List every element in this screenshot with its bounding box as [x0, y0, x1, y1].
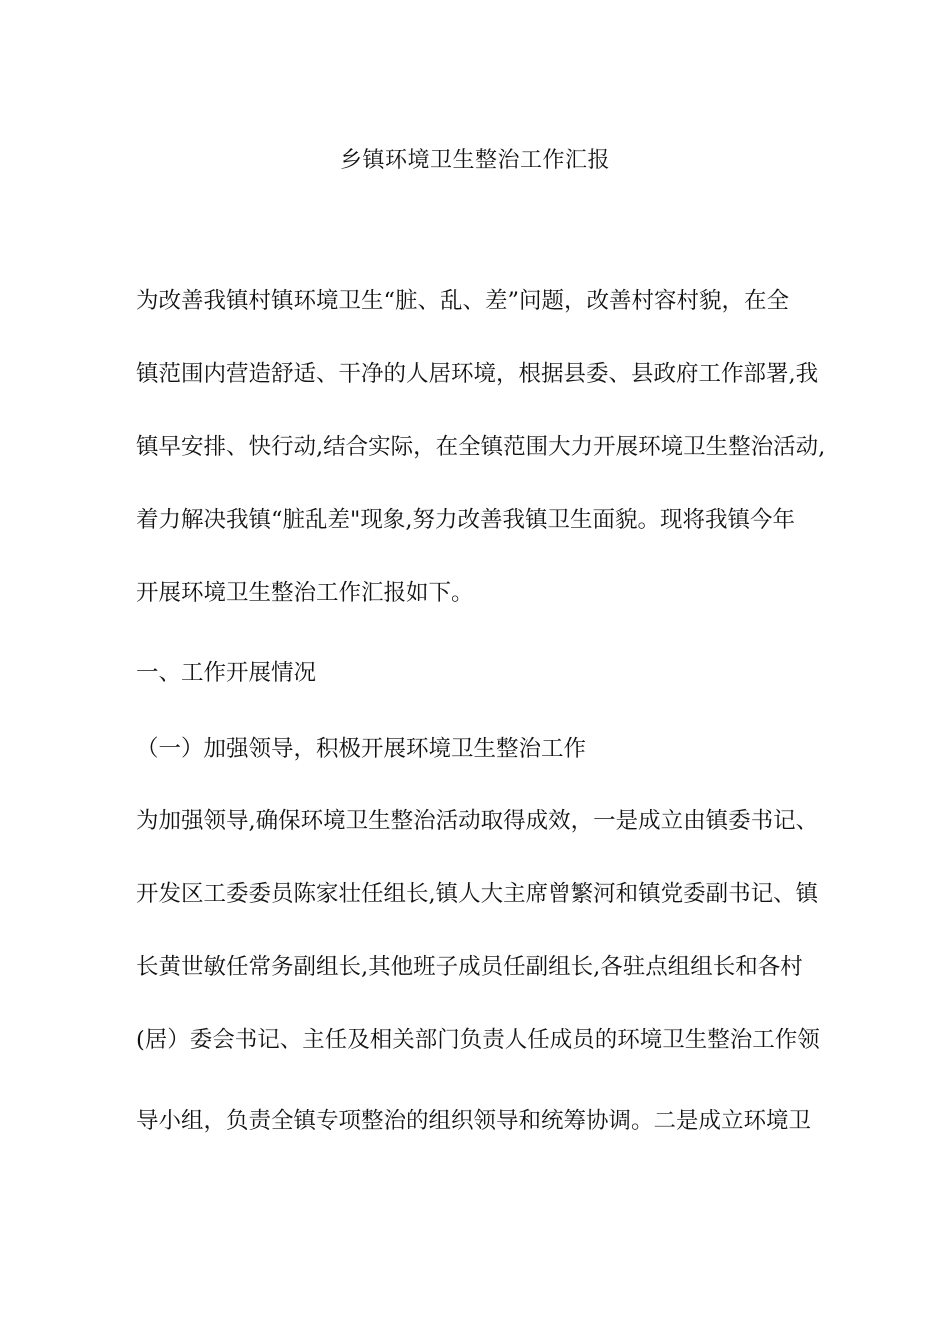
- section-heading: 一、工作开展情况: [136, 660, 317, 686]
- subsection-heading: （一）加强领导，积极开展环境卫生整治工作: [136, 736, 587, 762]
- intro-line-3: 镇早安排、快行动,结合实际，在全镇范围大力开展环境卫生整治活动,: [136, 434, 826, 460]
- intro-line-4: 着力解决我镇“脏乱差"现象,努力改善我镇卫生面貌。现将我镇今年: [136, 507, 796, 533]
- body-line-3: 长黄世敏任常务副组长,其他班子成员任副组长,各驻点组组长和各村: [136, 954, 803, 980]
- intro-line-5: 开展环境卫生整治工作汇报如下。: [136, 580, 474, 606]
- body-line-1: 为加强领导,确保环境卫生整治活动取得成效，一是成立由镇委书记、: [136, 808, 819, 834]
- body-line-4: (居）委会书记、主任及相关部门负责人任成员的环境卫生整治工作领: [136, 1027, 820, 1053]
- intro-line-1: 为改善我镇村镇环境卫生“脏、乱、差”问题，改善村容村貌，在全: [136, 288, 790, 314]
- intro-line-2: 镇范围内营造舒适、干净的人居环境，根据县委、县政府工作部署,我: [136, 361, 819, 387]
- body-line-5: 导小组，负责全镇专项整治的组织领导和统筹协调。二是成立环境卫: [136, 1108, 812, 1134]
- document-title: 乡镇环境卫生整治工作汇报: [339, 148, 610, 173]
- body-line-2: 开发区工委委员陈家壮任组长,镇人大主席曾繁河和镇党委副书记、镇: [136, 881, 819, 907]
